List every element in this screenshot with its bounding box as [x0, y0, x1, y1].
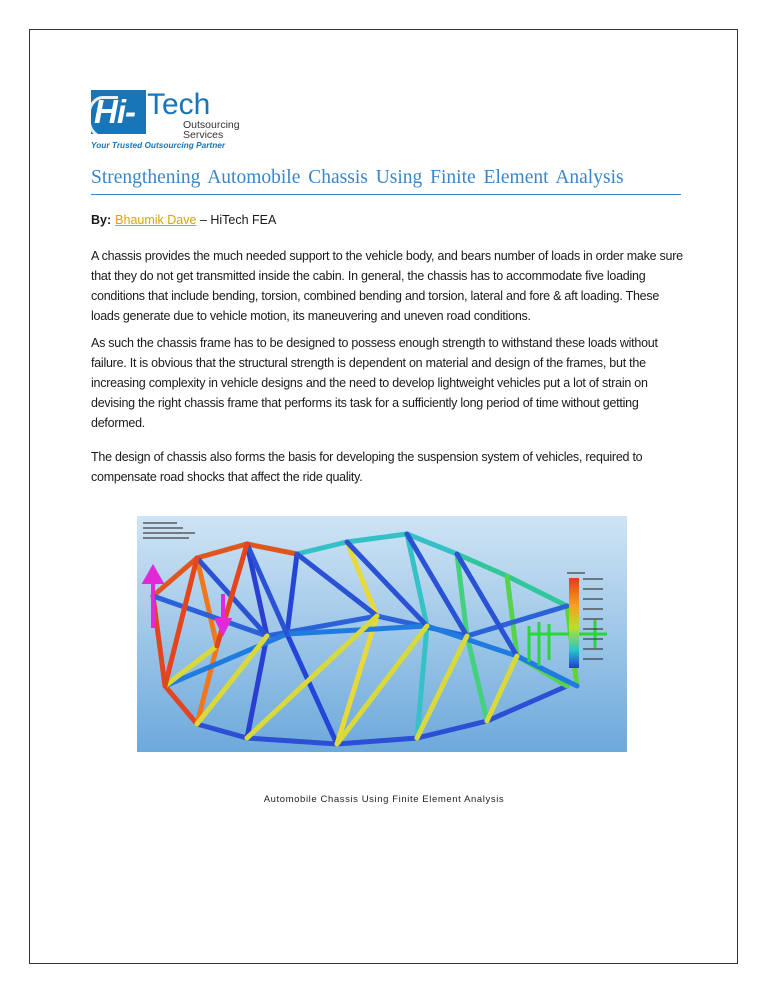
logo-tech-text: Tech: [147, 88, 211, 121]
hitech-logo: [91, 90, 251, 152]
byline-label: By:: [91, 213, 112, 227]
logo-mark: [91, 90, 146, 134]
paragraph-1: A chassis provides the much needed support to the vehicle body, and bears number of loads in order make sure that they do not get transmitted inside the cabin. In general, the chassis has to accommodate five loading conditions that include bending, torsion, combined bending and torsion, lateral and fore & aft loading. These loads generate due to vehicle motion, its maneuvering and uneven road conditions.: [91, 249, 683, 323]
author-link[interactable]: Bhaumik Dave: [115, 213, 197, 227]
byline-affiliation: – HiTech FEA: [196, 213, 277, 227]
logo-tagline: Your Trusted Outsourcing Partner: [91, 140, 226, 150]
logo-services-text: Services: [183, 129, 224, 141]
document-title: Strengthening Automobile Chassis Using Finite Element Analysis: [91, 167, 624, 188]
logo-outsourcing-text: Outsourcing: [183, 119, 240, 131]
logo-hi-text: Hi-: [94, 93, 135, 130]
chassis-frame-illustration: [137, 516, 627, 752]
byline: [91, 213, 276, 227]
chassis-fea-image: [137, 516, 627, 752]
paragraph-3: The design of chassis also forms the basis for developing the suspension system of vehicles, required to compensate road shocks that affect the ride quality.: [91, 450, 643, 484]
paragraph-2: As such the chassis frame has to be designed to possess enough strength to withstand these loads without failure. It is obvious that the structural strength is dependent on material and design of the frames, but the increasing complexity in vehicle designs and the need to develop lightweight vehicles put a lot of strain on devising the right chassis frame that performs its task for a sufficiently long period of time without getting deformed.: [91, 336, 658, 430]
figure-caption: Automobile Chassis Using Finite Element Analysis: [263, 794, 505, 805]
title-divider: [91, 194, 681, 195]
